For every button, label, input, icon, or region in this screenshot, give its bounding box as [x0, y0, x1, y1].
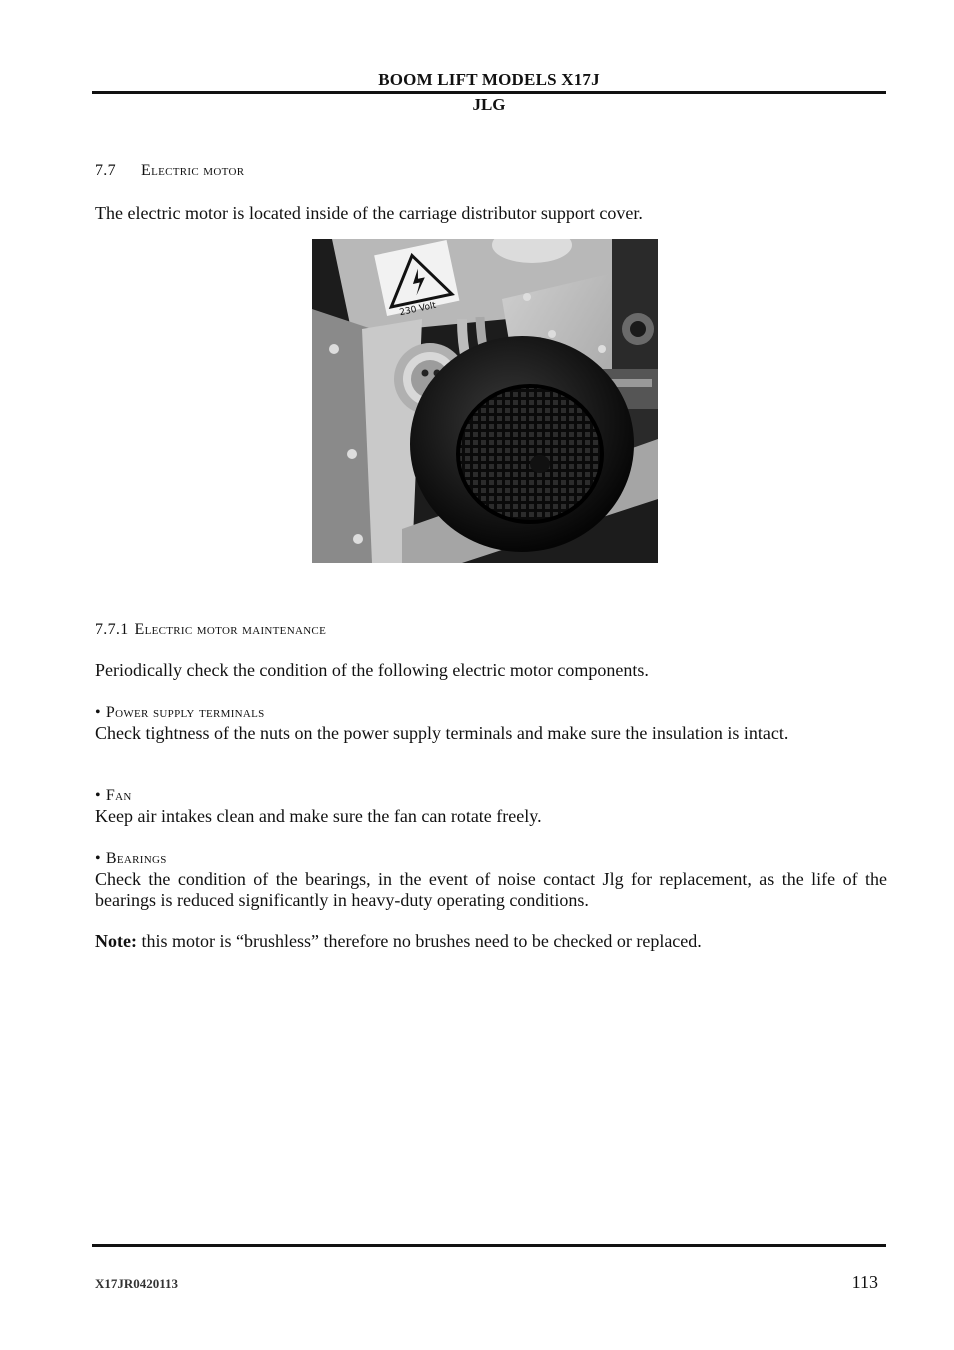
- header-brand: JLG: [472, 95, 506, 114]
- subsection-number: 7.7.1: [95, 621, 129, 638]
- section-number: 7.7: [95, 162, 116, 179]
- page-number: 113: [851, 1272, 878, 1292]
- document-code: X17JR0420113: [95, 1276, 179, 1291]
- section-title: Electric motor: [141, 162, 245, 179]
- motor-illustration: [312, 239, 658, 563]
- item-text-bearings: Check the condition of the bearings, in the event of noise contact Jlg for replacement, as the life of the bearings is reduced significantly in heavy-duty operating conditions.: [95, 869, 887, 910]
- bullet: •: [95, 850, 101, 867]
- subsection-title: Electric motor maintenance: [134, 621, 327, 638]
- note-paragraph: [95, 931, 887, 952]
- section-intro: The electric motor is located inside of the carriage distributor support cover.: [95, 203, 643, 223]
- item-title-text: Bearings: [105, 850, 167, 867]
- bullet: •: [95, 704, 101, 721]
- item-title-text: Fan: [105, 787, 132, 804]
- header-rule: [92, 91, 886, 94]
- item-text-power-supply: Check tightness of the nuts on the power supply terminals and make sure the insulation is intact.: [95, 723, 789, 743]
- item-title-text: Power supply terminals: [105, 704, 265, 721]
- note-text: this motor is “brushless” therefore no brushes need to be checked or replaced.: [136, 931, 702, 951]
- note-label: Note:: [95, 931, 137, 951]
- document-header: [92, 69, 886, 90]
- electric-motor-photo: [312, 239, 658, 563]
- section-heading: [95, 162, 244, 180]
- header-title: BOOM LIFT MODELS X17J: [378, 70, 600, 89]
- footer-rule: [92, 1244, 886, 1247]
- item-title-power-supply: [95, 704, 265, 722]
- subsection-heading: [95, 621, 326, 639]
- item-title-fan: [95, 787, 132, 805]
- subsection-intro: Periodically check the condition of the following electric motor components.: [95, 660, 649, 680]
- sign-label: 230 Volt: [398, 300, 438, 319]
- item-text-fan: Keep air intakes clean and make sure the fan can rotate freely.: [95, 806, 542, 826]
- bullet: •: [95, 787, 101, 804]
- item-title-bearings: [95, 850, 167, 868]
